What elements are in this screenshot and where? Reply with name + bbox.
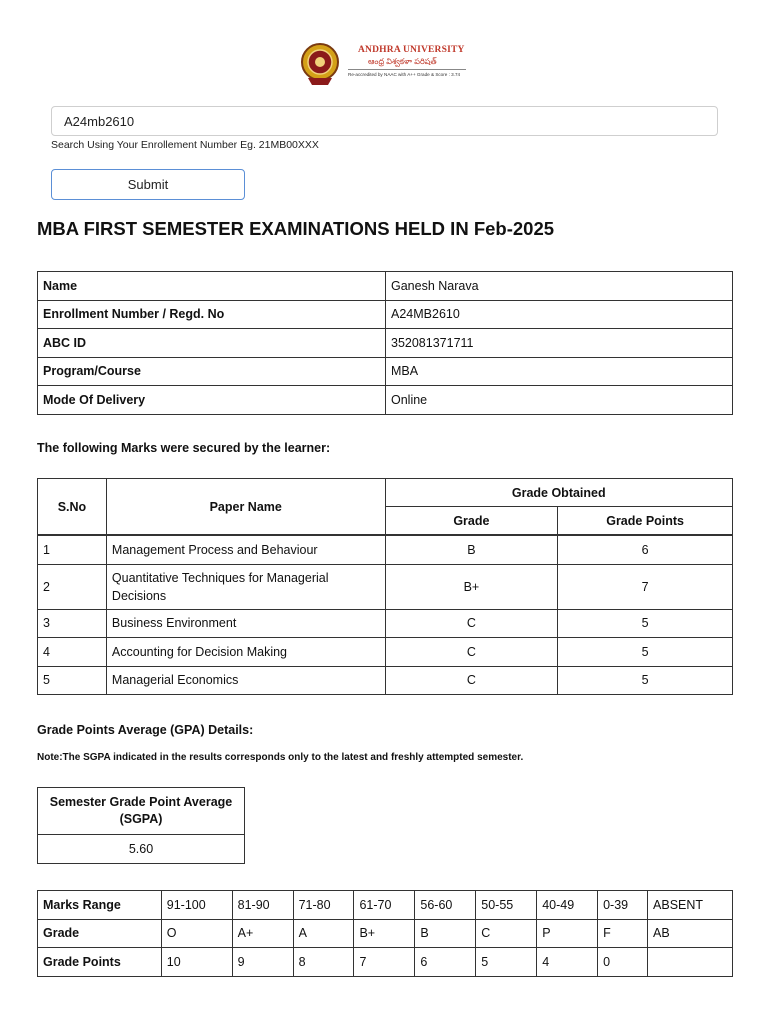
marks-range-label: Marks Range <box>38 891 162 920</box>
scale-cell: 8 <box>293 948 354 977</box>
scale-cell: 6 <box>415 948 476 977</box>
sno-cell: 3 <box>38 609 107 638</box>
table-row <box>38 564 733 609</box>
scale-cell: P <box>537 919 598 948</box>
accreditation-text: Re-accredited by NAAC with A++ Grade & Score : 3.74 <box>348 72 461 77</box>
table-row <box>38 272 733 301</box>
scale-cell: A+ <box>232 919 293 948</box>
sno-cell: 1 <box>38 535 107 564</box>
scale-cell: 71-80 <box>293 891 354 920</box>
marks-table <box>37 478 733 695</box>
table-row <box>38 535 733 564</box>
scale-cell: 61-70 <box>354 891 415 920</box>
program-label: Program/Course <box>38 357 386 386</box>
grade-cell: B+ <box>385 564 558 609</box>
paper-name-cell: Accounting for Decision Making <box>106 638 385 667</box>
grade-points-header: Grade Points <box>558 507 733 536</box>
scale-cell: 40-49 <box>537 891 598 920</box>
search-hint: Search Using Your Enrollement Number Eg. 21MB00XXX <box>51 139 319 151</box>
gpa-heading: Grade Points Average (GPA) Details: <box>37 723 254 737</box>
sgpa-label: Semester Grade Point Average (SGPA) <box>38 788 245 835</box>
table-row <box>38 835 245 864</box>
scale-cell: AB <box>648 919 733 948</box>
scale-cell: 56-60 <box>415 891 476 920</box>
paper-name-cell: Business Environment <box>106 609 385 638</box>
student-info-table <box>37 271 733 415</box>
program-value: MBA <box>386 357 733 386</box>
scale-cell: 91-100 <box>161 891 232 920</box>
grade-label: Grade <box>38 919 162 948</box>
sno-header: S.No <box>38 479 107 536</box>
grade-obtained-header: Grade Obtained <box>385 479 732 507</box>
table-row <box>38 948 733 977</box>
university-name: ANDHRA UNIVERSITY <box>358 45 465 55</box>
scale-cell: B+ <box>354 919 415 948</box>
enrollment-label: Enrollment Number / Regd. No <box>38 300 386 329</box>
grading-scale-table <box>37 890 733 977</box>
abc-id-value: 352081371711 <box>386 329 733 358</box>
sgpa-table <box>37 787 245 864</box>
table-row <box>38 329 733 358</box>
scale-cell: 0 <box>598 948 648 977</box>
grade-cell: C <box>385 666 558 695</box>
scale-cell: A <box>293 919 354 948</box>
scale-cell: B <box>415 919 476 948</box>
enrollment-value: A24MB2610 <box>386 300 733 329</box>
marks-caption: The following Marks were secured by the learner: <box>37 441 331 455</box>
table-row <box>38 638 733 667</box>
enrollment-search-input[interactable] <box>51 106 718 136</box>
table-row <box>38 300 733 329</box>
table-header-row <box>38 479 733 507</box>
grade-cell: B <box>385 535 558 564</box>
scale-cell: C <box>476 919 537 948</box>
table-row <box>38 891 733 920</box>
grade-points-cell: 5 <box>558 609 733 638</box>
scale-cell: 50-55 <box>476 891 537 920</box>
grade-points-cell: 6 <box>558 535 733 564</box>
scale-cell: ABSENT <box>648 891 733 920</box>
scale-cell: 0-39 <box>598 891 648 920</box>
grade-points-cell: 5 <box>558 638 733 667</box>
table-row <box>38 357 733 386</box>
grade-cell: C <box>385 609 558 638</box>
university-name-telugu: ఆంధ్ర విశ్వకళా పరిషత్ <box>368 57 437 66</box>
scale-cell: 81-90 <box>232 891 293 920</box>
name-value: Ganesh Narava <box>386 272 733 301</box>
table-row <box>38 386 733 415</box>
table-row <box>38 609 733 638</box>
paper-name-cell: Management Process and Behaviour <box>106 535 385 564</box>
scale-cell: 5 <box>476 948 537 977</box>
delivery-mode-value: Online <box>386 386 733 415</box>
name-label: Name <box>38 272 386 301</box>
university-logo-icon <box>300 42 340 86</box>
abc-id-label: ABC ID <box>38 329 386 358</box>
table-row <box>38 919 733 948</box>
table-header-row <box>38 788 245 835</box>
scale-cell <box>648 948 733 977</box>
header-divider <box>348 69 466 70</box>
sno-cell: 2 <box>38 564 107 609</box>
delivery-mode-label: Mode Of Delivery <box>38 386 386 415</box>
sno-cell: 5 <box>38 666 107 695</box>
gpa-note: Note:The SGPA indicated in the results corresponds only to the latest and freshly attempted semester. <box>37 752 524 763</box>
paper-name-cell: Quantitative Techniques for Managerial Decisions <box>106 564 385 609</box>
university-header <box>296 40 476 88</box>
scale-cell: 9 <box>232 948 293 977</box>
scale-cell: 7 <box>354 948 415 977</box>
table-row <box>38 666 733 695</box>
grade-cell: C <box>385 638 558 667</box>
grade-points-cell: 7 <box>558 564 733 609</box>
sgpa-value: 5.60 <box>38 835 245 864</box>
scale-cell: F <box>598 919 648 948</box>
paper-name-cell: Managerial Economics <box>106 666 385 695</box>
sno-cell: 4 <box>38 638 107 667</box>
grade-points-cell: 5 <box>558 666 733 695</box>
scale-cell: O <box>161 919 232 948</box>
scale-cell: 10 <box>161 948 232 977</box>
grade-header: Grade <box>385 507 558 536</box>
scale-cell: 4 <box>537 948 598 977</box>
exam-title: MBA FIRST SEMESTER EXAMINATIONS HELD IN Feb-2025 <box>37 218 555 239</box>
submit-button[interactable]: Submit <box>51 169 245 200</box>
grade-points-label: Grade Points <box>38 948 162 977</box>
paper-name-header: Paper Name <box>106 479 385 536</box>
